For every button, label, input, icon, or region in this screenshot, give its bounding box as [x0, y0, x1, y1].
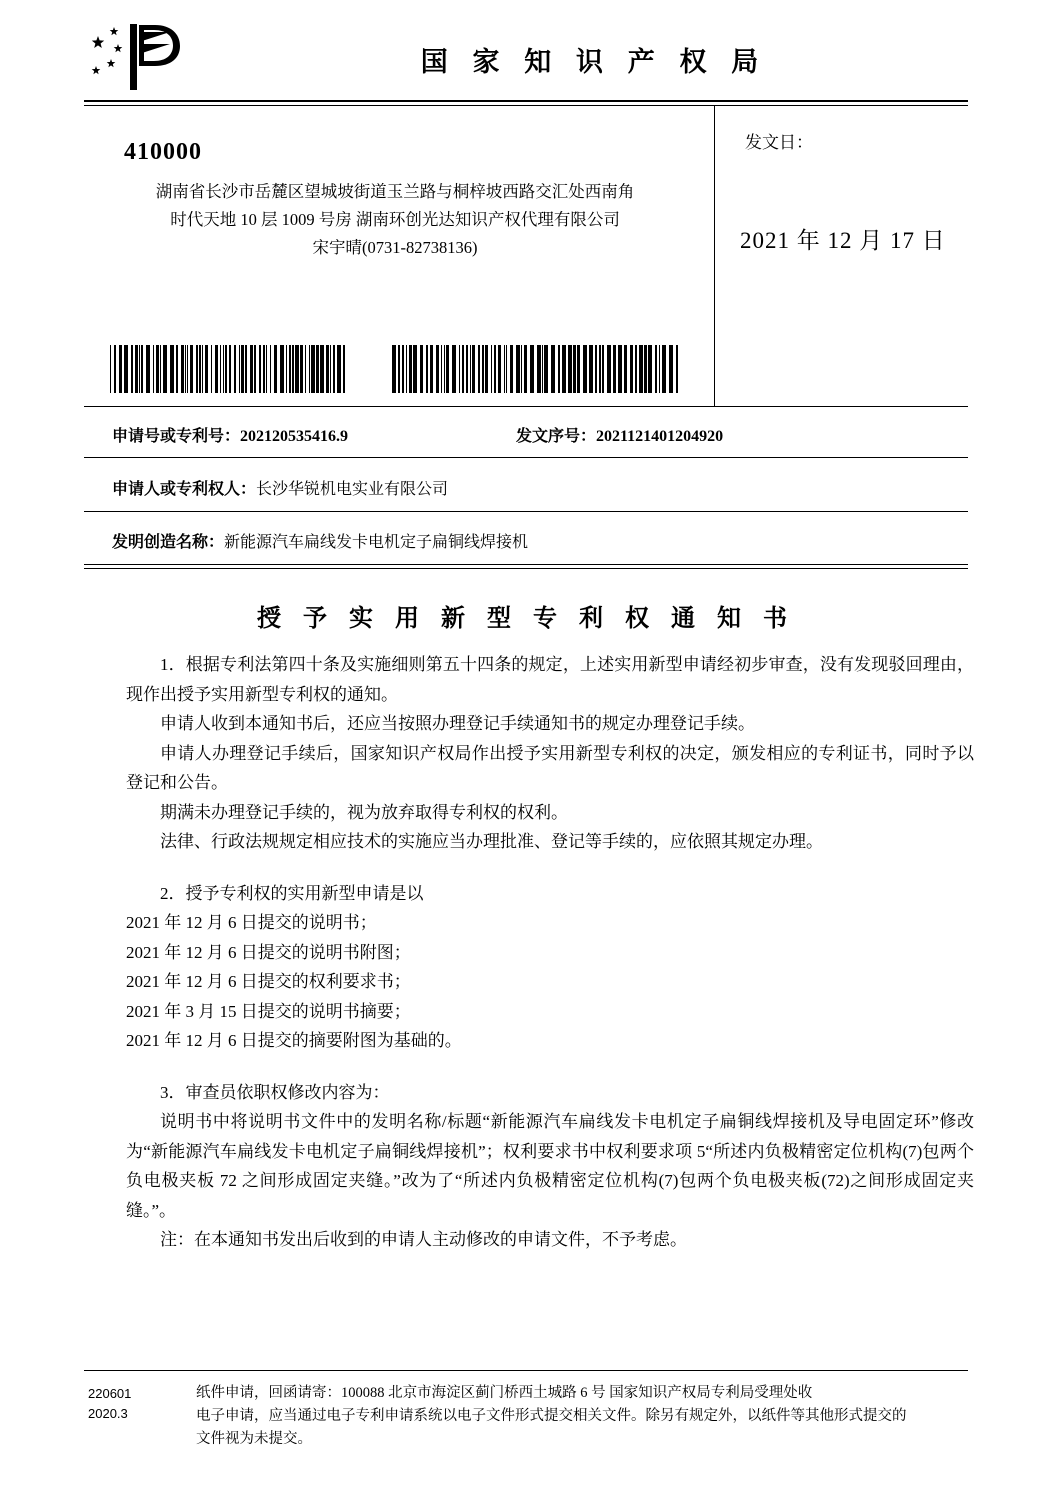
dispatch-no-value: 2021121401204920: [596, 428, 724, 445]
body-para-4: 期满未办理登记手续的，视为放弃取得专利权的权利。: [160, 802, 568, 822]
doc-list-item-1: 2021 年 12 月 6 日提交的说明书；: [126, 913, 377, 932]
invention-value: 新能源汽车扁线发卡电机定子扁铜线焊接机: [224, 534, 529, 551]
recipient-address: [100, 178, 690, 262]
body-para-8: 说明书中将说明书文件中的发明名称/标题“新能源汽车扁线发卡电机定子扁铜线焊接机及导电固定环”修改为“新能源汽车扁线发卡电机定子扁铜线焊接机”；权利要求书中权利要求项 5“所述内负极精密定位机构(7)包两个负电极夹板 72 之间形成固定夹缝。”改为了“所述内负极精密定位机构(7)包两个负电极夹板(72)之间形成固定夹缝。”。: [126, 1112, 974, 1220]
form-no: 220601: [88, 1386, 132, 1401]
agency-title: 国 家 知 识 产 权 局: [420, 47, 768, 77]
address-line-2: 时代天地 10 层 1009 号房 湖南环创光达知识产权代理有限公司: [170, 210, 620, 229]
form-date: 2020.3: [88, 1406, 128, 1421]
invention-label: 发明创造名称：: [112, 534, 225, 551]
body-para-2: 申请人收到本通知书后，还应当按照办理登记手续通知书的规定办理登记手续。: [160, 714, 755, 733]
barcode-dispatch: [392, 345, 682, 393]
body-para-5: 法律、行政法规规定相应技术的实施应当办理批准、登记等手续的，应依照其规定办理。: [160, 832, 823, 851]
applicant-value: 长沙华锐机电实业有限公司: [256, 481, 449, 498]
footer-notes: [196, 1382, 976, 1451]
footer-line-3: 文件视为未提交。: [196, 1431, 312, 1447]
issue-date-label: 发文日：: [745, 133, 813, 152]
doc-list-item-5: 2021 年 12 月 6 日提交的摘要附图为基础的。: [126, 1031, 462, 1050]
divider-header: [84, 100, 968, 102]
form-number: [88, 1384, 131, 1424]
doc-list-item-2: 2021 年 12 月 6 日提交的说明书附图；: [126, 942, 411, 962]
invention-row: [112, 529, 528, 552]
application-no-row: [112, 423, 348, 446]
spacer-2: [126, 1056, 974, 1078]
divider-header-2: [84, 105, 968, 106]
divider-fields-2: [84, 511, 968, 512]
document-header: [84, 22, 968, 94]
application-no-label: 申请号或专利号：: [112, 428, 241, 445]
issue-date-value: 2021 年 12 月 17 日: [740, 228, 946, 253]
cnipa-logo-icon: [84, 22, 184, 92]
body-para-3: 申请人办理登记手续后，国家知识产权局作出授予实用新型专利权的决定，颁发相应的专利证书，同时予以登记和公告。: [126, 743, 974, 792]
applicant-label: 申请人或专利权人：: [112, 481, 257, 498]
divider-vertical: [714, 105, 715, 406]
document-body: [126, 650, 974, 1255]
address-line-3: 宋宇晴(0731-82738136): [312, 238, 478, 257]
doc-list-item-3: 2021 年 12 月 6 日提交的权利要求书；: [126, 972, 411, 991]
footer-line-2: 电子申请，应当通过电子专利申请系统以电子文件形式提交相关文件。除另有规定外，以纸件等其他形式提交的: [196, 1408, 907, 1424]
spacer-1: [126, 857, 974, 879]
application-no-value: 202120535416.9: [240, 428, 349, 445]
footer-line-1: 纸件申请，回函请寄：100088 北京市海淀区蓟门桥西土城路 6 号 国家知识产权局专利局受理处收: [196, 1385, 813, 1401]
body-para-9: 注：在本通知书发出后收到的申请人主动修改的申请文件，不予考虑。: [160, 1230, 687, 1249]
body-para-1: 1．根据专利法第四十条及实施细则第五十四条的规定，上述实用新型申请经初步审查，没有发现驳回理由，现作出授予实用新型专利权的通知。: [126, 655, 974, 704]
page-title: 授 予 实 用 新 型 专 利 权 通 知 书: [257, 606, 795, 632]
body-para-7: 3．审查员依职权修改内容为：: [160, 1082, 390, 1102]
dispatch-no-row: [516, 423, 723, 446]
divider-fields-3: [84, 564, 968, 565]
zipcode: 410000: [124, 139, 202, 165]
applicant-row: [112, 476, 448, 499]
divider-fields-top: [84, 406, 968, 407]
dispatch-no-label: 发文序号：: [516, 428, 597, 445]
divider-fields-1: [84, 457, 968, 458]
address-line-1: 湖南省长沙市岳麓区望城坡街道玉兰路与桐梓坡西路交汇处西南角: [155, 182, 635, 201]
divider-fields-4: [84, 568, 968, 569]
body-para-6: 2．授予专利权的实用新型申请是以: [160, 883, 424, 903]
doc-list-item-4: 2021 年 3 月 15 日提交的说明书摘要；: [126, 1001, 411, 1021]
divider-footer: [84, 1370, 968, 1371]
barcode-application: [110, 345, 350, 393]
